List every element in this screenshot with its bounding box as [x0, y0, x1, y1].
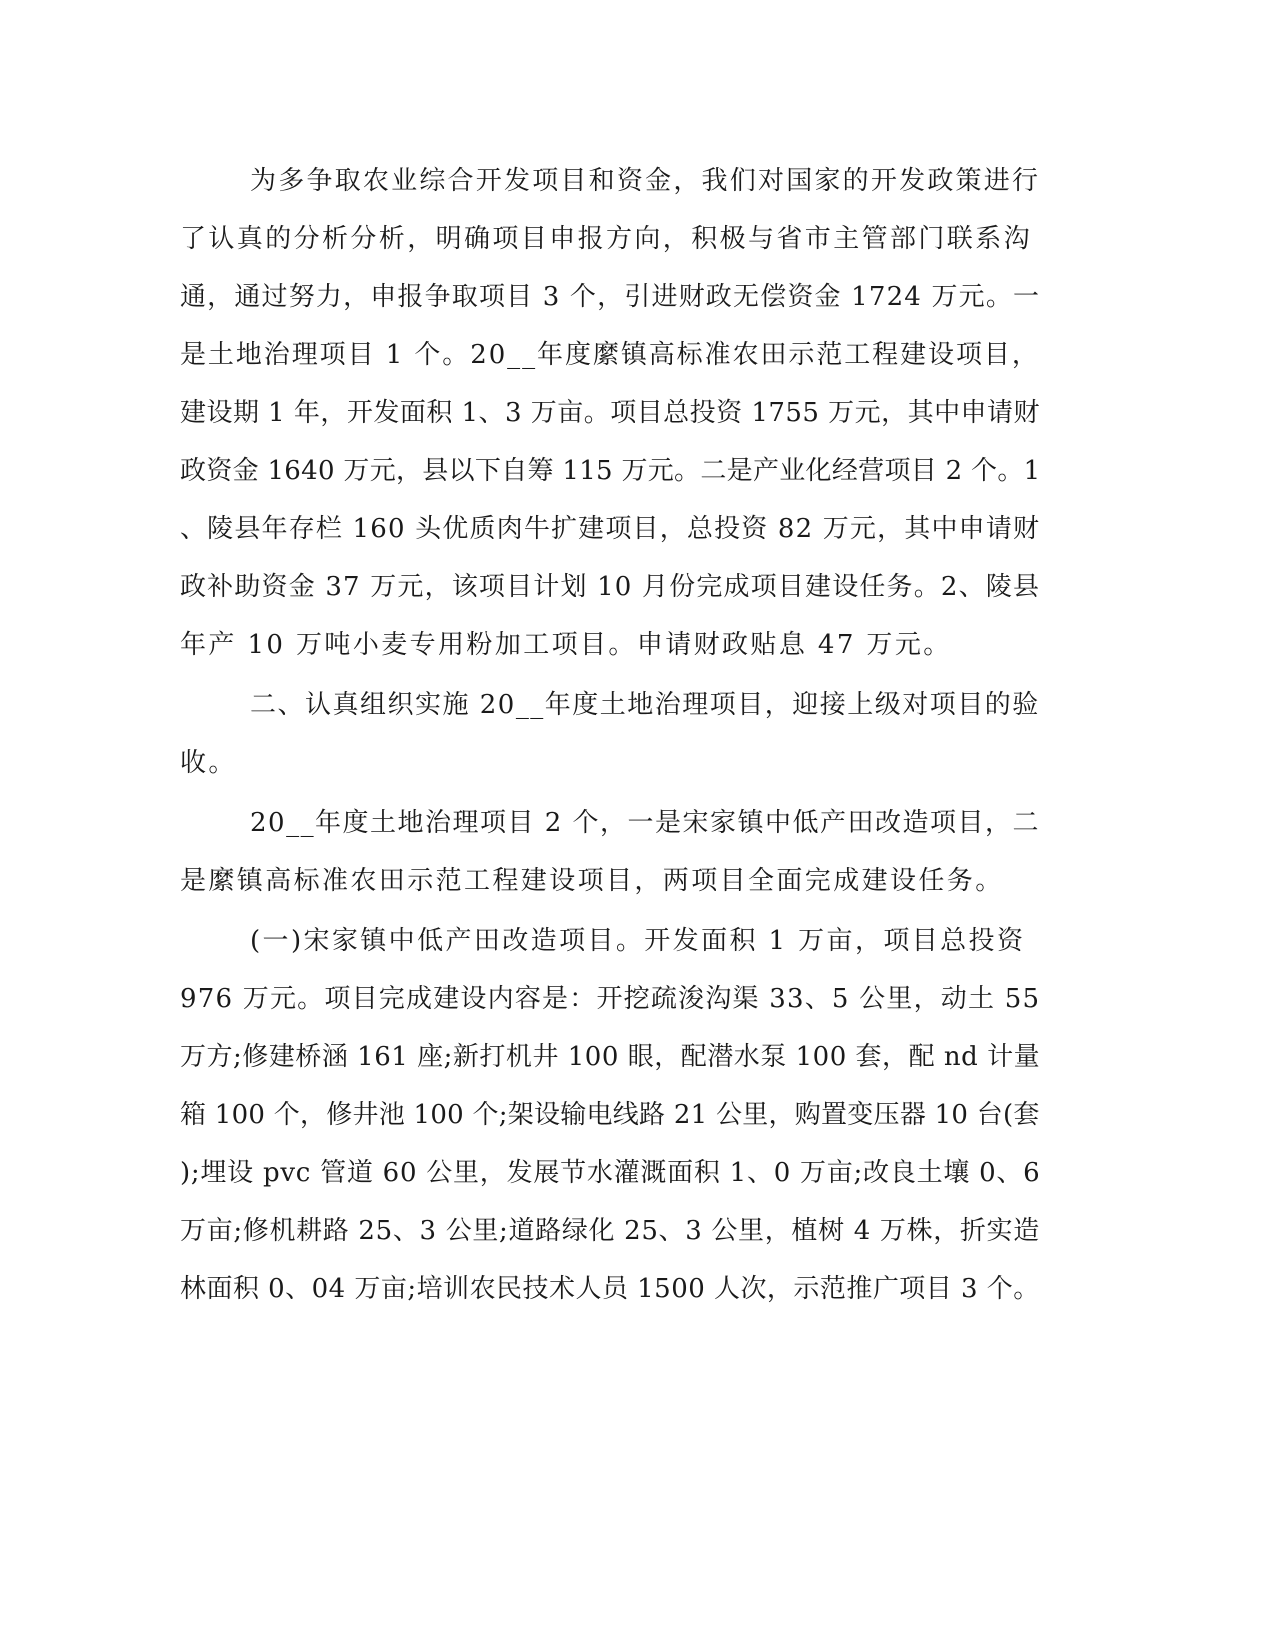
text-line: 20__年度土地治理项目 2 个，一是宋家镇中低产田改造项目，二 — [250, 808, 1040, 838]
text-line: 了认真的分析分析，明确项目申报方向，积极与省市主管部门联系沟 — [180, 224, 1033, 254]
text-line: 箱 100 个，修井池 100 个;架设输电线路 21 公里，购置变压器 10 台(套 — [180, 1100, 1040, 1130]
text-line: 通，通过努力，申报争取项目 3 个，引进财政无偿资金 1724 万元。一 — [180, 282, 1041, 312]
text-line: 政补助资金 37 万元，该项目计划 10 月份完成项目建设任务。2、陵县 — [180, 572, 1041, 602]
text-line: (一)宋家镇中低产田改造项目。开发面积 1 万亩，项目总投资 — [250, 926, 1026, 956]
text-line: 万方;修建桥涵 161 座;新打机井 100 眼，配潜水泵 100 套，配 nd 计量 — [180, 1042, 1041, 1072]
text-line: );埋设 pvc 管道 60 公里，发展节水灌溉面积 1、0 万亩;改良土壤 0、6 — [180, 1158, 1041, 1188]
text-line: 是縻镇高标准农田示范工程建设项目，两项目全面完成建设任务。 — [180, 866, 1004, 896]
text-line: 建设期 1 年，开发面积 1、3 万亩。项目总投资 1755 万元，其中申请财 — [180, 398, 1040, 428]
text-line: 政资金 1640 万元，县以下自筹 115 万元。二是产业化经营项目 2 个。1 — [180, 456, 1041, 486]
text-line: 年产 10 万吨小麦专用粉加工项目。申请财政贴息 47 万元。 — [180, 630, 952, 660]
text-line: 是土地治理项目 1 个。20__年度縻镇高标准农田示范工程建设项目， — [180, 340, 1040, 370]
text-line: 为多争取农业综合开发项目和资金，我们对国家的开发政策进行 — [250, 166, 1041, 196]
text-line: 收。 — [180, 748, 237, 778]
text-line: 林面积 0、04 万亩;培训农民技术人员 1500 人次，示范推广项目 3 个。 — [180, 1274, 1040, 1304]
text-line: 二、认真组织实施 20__年度土地治理项目，迎接上级对项目的验 — [250, 690, 1040, 720]
text-line: 万亩;修机耕路 25、3 公里;道路绿化 25、3 公里，植树 4 万株，折实造 — [180, 1216, 1040, 1246]
text-line: 、陵县年存栏 160 头优质肉牛扩建项目，总投资 82 万元，其中申请财 — [180, 514, 1041, 544]
text-line: 976 万元。项目完成建设内容是：开挖疏浚沟渠 33、5 公里，动土 55 — [180, 984, 1041, 1014]
